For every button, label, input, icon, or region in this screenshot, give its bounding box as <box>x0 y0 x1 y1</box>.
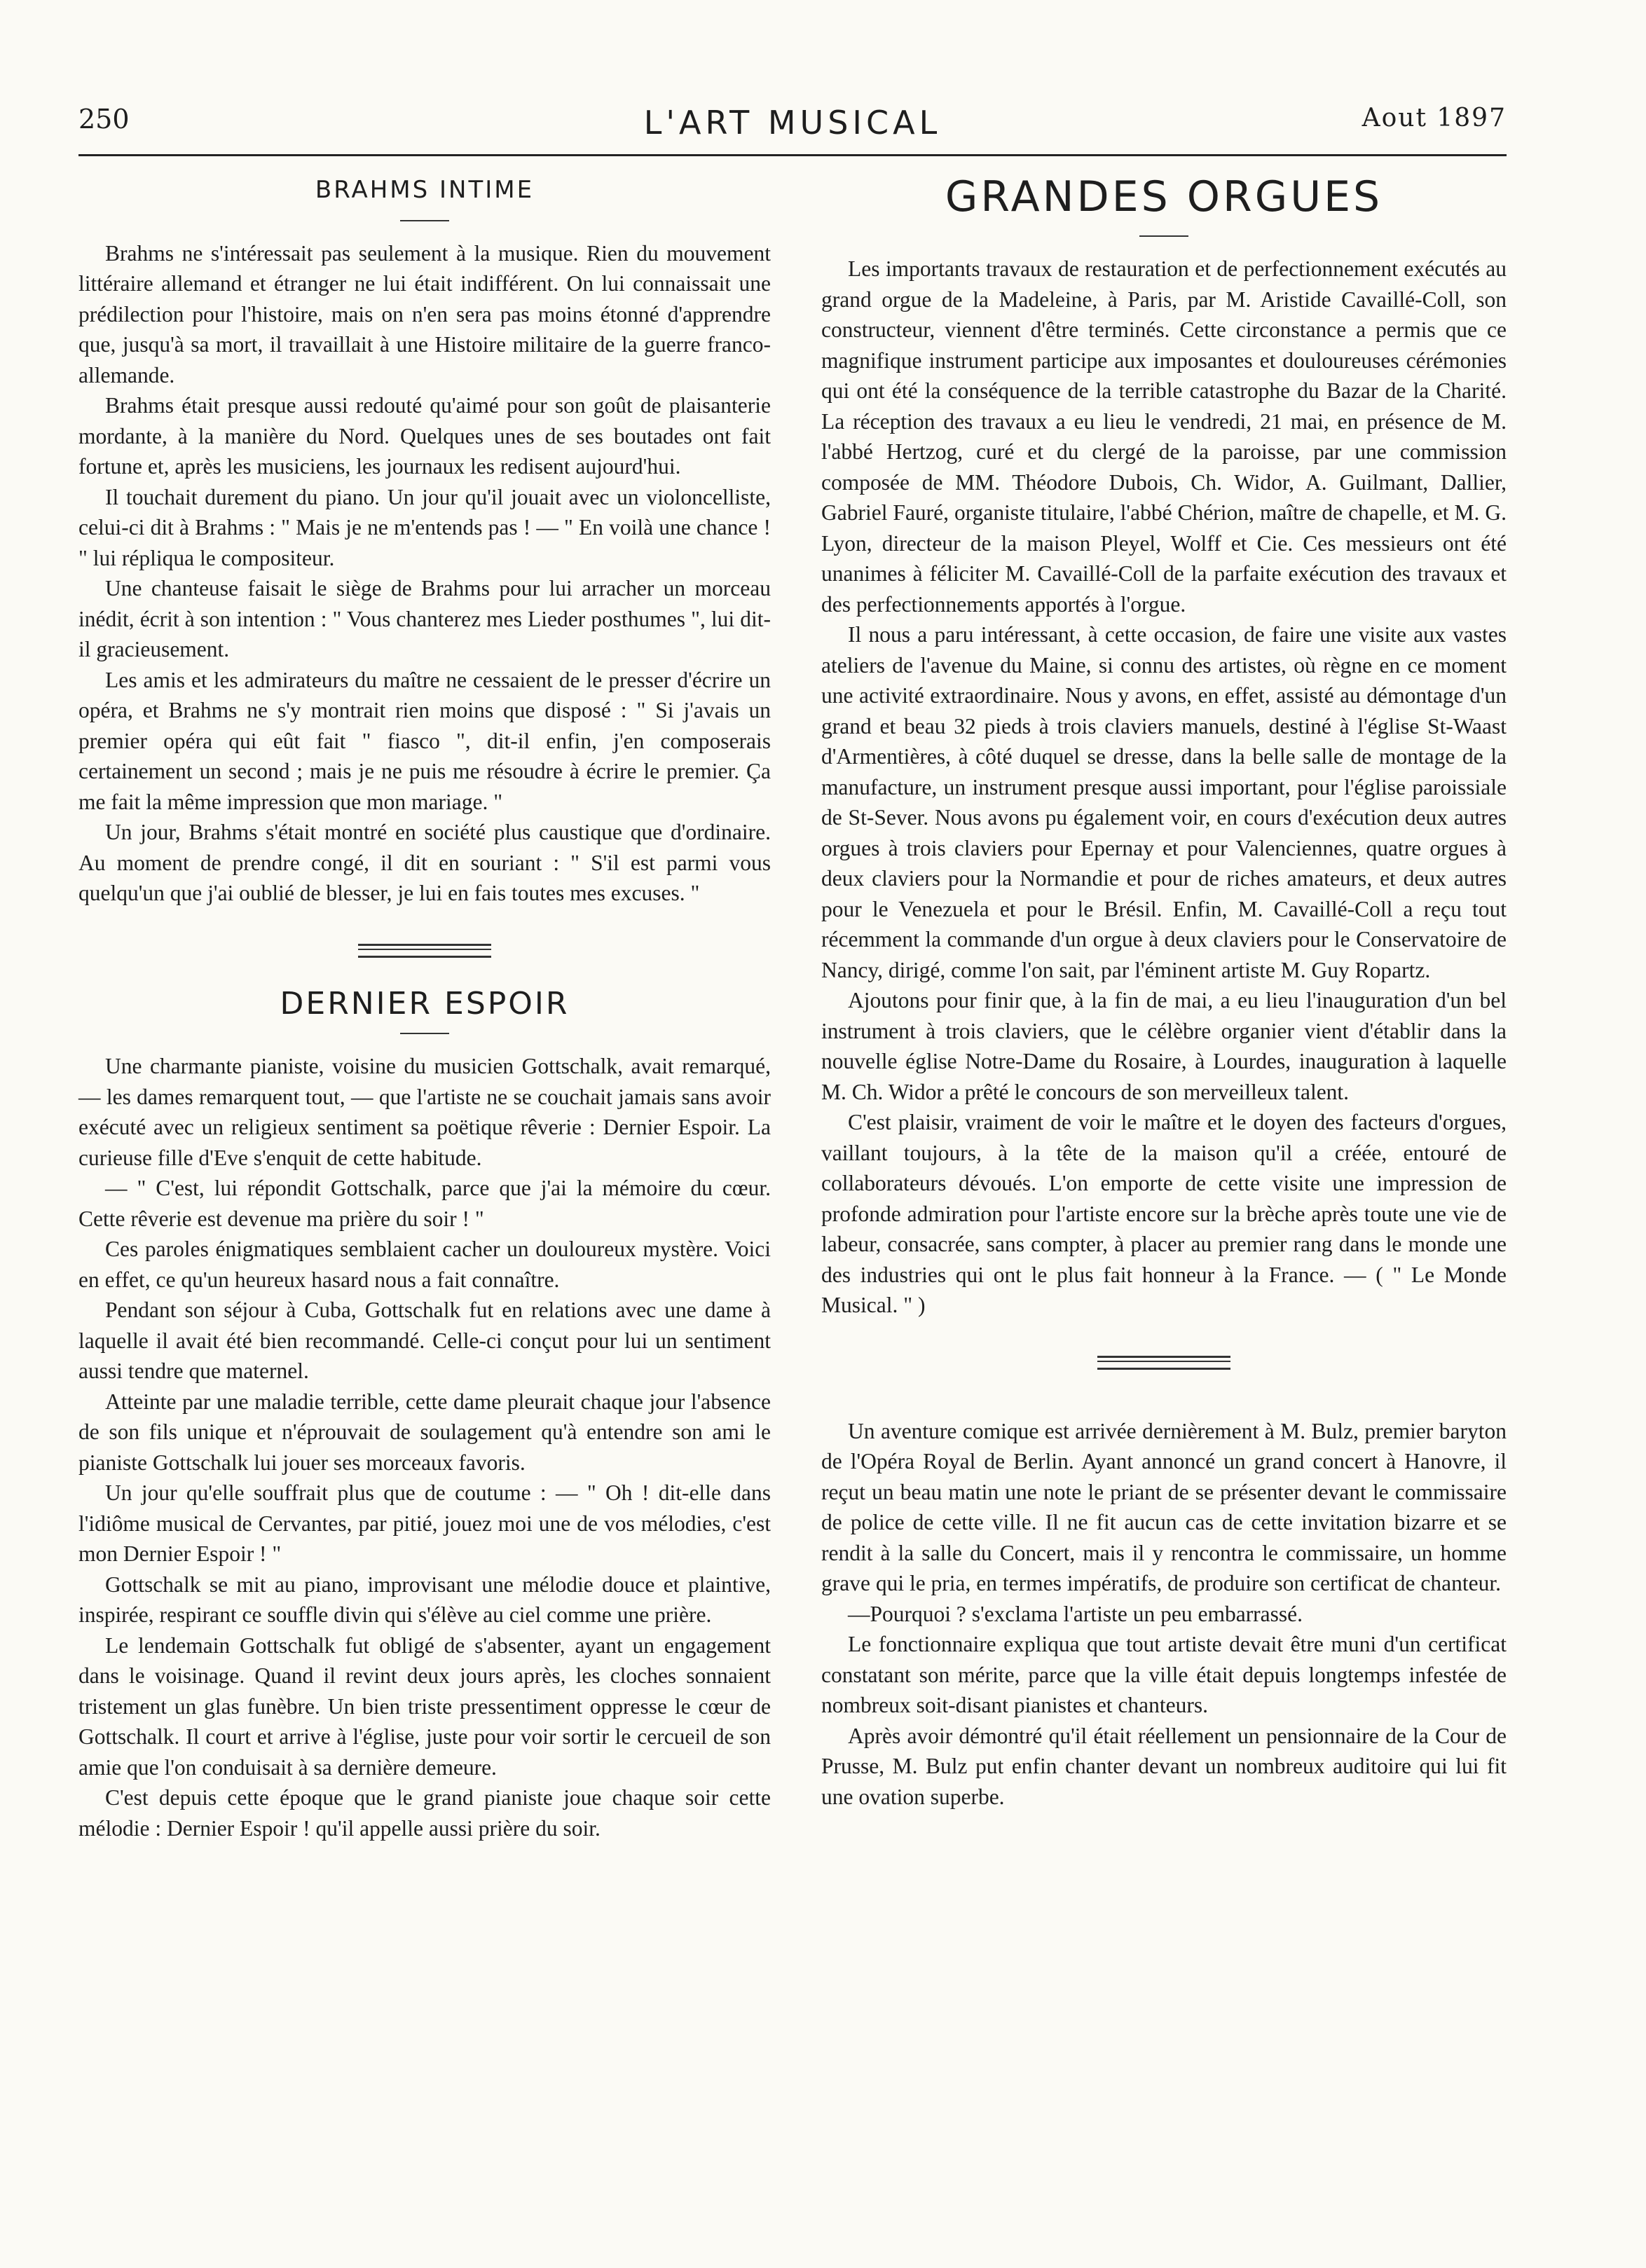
paragraph: Après avoir démontré qu'il était réellement un pensionnaire de la Cour de Prusse, M. Bulz put enfin chanter devant un nombreux auditoire qui lui fit une ovation superbe. <box>821 1723 1507 1809</box>
page-number: 250 <box>78 104 130 135</box>
paragraph: Les amis et les admirateurs du maître ne cessaient de le presser d'écrire un opéra, et Brahms ne s'y montrait rien moins que disposé : " Si j'avais un premier opéra qui eût fait " fiasco ", dit-il enfin, j'en composerais certainement un second ; mais je ne puis me résoudre à écrire le premier. Ça me fait la même impression que mon mariage. " <box>78 667 771 814</box>
paragraph: Brahms ne s'intéressait pas seulement à la musique. Rien du mouvement littéraire allemand et étranger ne lui était indifférent. On lui connaissait une prédilection pour l'histoire, mais on n'en sera pas moins étonné d'apprendre que, jusqu'à sa mort, il travaillait à une Histoire militaire de la guerre franco-allemande. <box>78 240 771 387</box>
section-separator <box>358 944 491 958</box>
paragraph: Une chanteuse faisait le siège de Brahms pour lui arracher un morceau inédit, écrit à son intention : " Vous chanterez mes Lieder posthumes ", lui dit-il gracieusement. <box>78 576 771 661</box>
paragraph: C'est plaisir, vraiment de voir le maître et le doyen des facteurs d'orgues, vaillant toujours, à la tête de la maison qu'il a créée, entouré de collaborateurs dévoués. L'on emporte de cette visite une impression de profonde admiration pour l'artiste encore sur la brèche après toute une vie de labeur, consacrée, sans compter, à placer au premier rang dans le monde une des industries qui ont le plus fait honneur à la France. — ( " Le Monde Musical. " ) <box>821 1110 1507 1317</box>
brahms-title: BRAHMS INTIME <box>315 176 535 204</box>
paragraph: Les importants travaux de restauration et de perfectionnement exécutés au grand orgue de la Madeleine, à Paris, par M. Aristide Cavaillé-Coll, son constructeur, viennent d'être terminés. Cette circonstance a permis que ce magnifique instrument participe aux imposantes et douloureuses cérémonies qui ont été la conséquence de la terrible catastrophe du Bazar de la Charité. La réception des travaux a eu lieu le vendredi, 21 mai, en présence de M. l'abbé Hertzog, curé et du clergé de la paroisse, par une commission composée de MM. Théodore Dubois, Ch. Widor, A. Guilmant, Dallier, Gabriel Fauré, organiste titulaire, l'abbé Chérion, maître de chapelle, et M. G. Lyon, directeur de la maison Pleyel, Wolff et Cie. Ces messieurs ont été unanimes à féliciter M. Cavaillé-Coll de la parfaite exécution des travaux et des perfectionnements apportés à l'orgue. <box>821 256 1507 617</box>
paragraph: Pendant son séjour à Cuba, Gottschalk fut en relations avec une dame à laquelle il avait été bien recommandé. Celle-ci conçut pour lui un sentiment aussi tendre que maternel. <box>78 1298 771 1383</box>
title-rule <box>400 220 449 221</box>
paragraph: Une charmante pianiste, voisine du musicien Gottschalk, avait remarqué, — les dames remarquent tout, — que l'artiste ne se couchait jamais sans avoir exécuté avec un religieux sentiment sa poëtique rêverie : Dernier Espoir. La curieuse fille d'Eve s'enquit de cette habitude. <box>78 1054 771 1170</box>
header-rule <box>78 154 1507 156</box>
grandes-orgues-title: GRANDES ORGUES <box>945 172 1383 221</box>
paragraph: — " C'est, lui répondit Gottschalk, parce que j'ai la mémoire du cœur. Cette rêverie est devenue ma prière du soir ! " <box>78 1176 771 1231</box>
dernier-espoir-article <box>78 1051 771 1843</box>
title-rule <box>400 1033 449 1034</box>
paragraph: Un aventure comique est arrivée dernièrement à M. Bulz, premier baryton de l'Opéra Royal de Berlin. Ayant annoncé un grand concert à Hanovre, il reçut un beau matin une note le priant de se présenter devant le commissaire de police de cette ville. Il ne fit aucun cas de cette invitation bizarre et se rendit à la salle du Concert, mais il y rencontra le commissaire, un homme grave qui le pria, en termes impératifs, de produire son certificat de chanteur. <box>821 1418 1507 1595</box>
paragraph: Un jour qu'elle souffrait plus que de coutume : — " Oh ! dit-elle dans l'idiôme musical de Cervantes, par pitié, jouez moi une de vos mélodies, c'est mon Dernier Espoir ! " <box>78 1480 771 1566</box>
page-header <box>78 104 1507 146</box>
paragraph: —Pourquoi ? s'exclama l'artiste un peu embarrassé. <box>848 1601 1303 1626</box>
paragraph: Un jour, Brahms s'était montré en société plus caustique que d'ordinaire. Au moment de prendre congé, il dit en souriant : " S'il est parmi vous quelqu'un que j'ai oublié de blesser, je lui en fais toutes mes excuses. " <box>78 820 771 905</box>
grandes-orgues-article <box>821 254 1507 1321</box>
paragraph: C'est depuis cette époque que le grand pianiste joue chaque soir cette mélodie : Dernier Espoir ! qu'il appelle aussi prière du soir. <box>78 1785 771 1841</box>
paragraph: Le lendemain Gottschalk fut obligé de s'absenter, ayant un engagement dans le voisinage. Quand il revint deux jours après, les cloches sonnaient tristement un glas funèbre. Un bien triste pressentiment oppresse le cœur de Gottschalk. Il court et arrive à l'église, juste pour voir sortir le cercueil de son amie que l'on conduisait à sa dernière demeure. <box>78 1633 771 1780</box>
dernier-espoir-title: DERNIER ESPOIR <box>280 985 570 1022</box>
paragraph: Atteinte par une maladie terrible, cette dame pleurait chaque jour l'absence de son fils unique et n'éprouvait de soulagement qu'à entendre son ami le pianiste Gottschalk lui jouer ses morceaux favoris. <box>78 1389 771 1475</box>
title-rule <box>1139 235 1188 237</box>
journal-title: L'ART MUSICAL <box>643 104 942 142</box>
left-column <box>78 172 771 1843</box>
right-column <box>821 172 1507 1812</box>
section-separator <box>1097 1356 1230 1370</box>
paragraph: Il nous a paru intéressant, à cette occasion, de faire une visite aux vastes ateliers de l'avenue du Maine, si connu des artistes, où règne en ce moment une activité extraordinaire. Nous y avons, en effet, assisté au démontage d'un grand et beau 32 pieds à trois claviers manuels, destiné à l'église St-Waast d'Armentières, à côté duquel se dresse, dans la belle salle de montage de la manufacture, un instrument presque aussi important, pour l'église paroissiale de St-Sever. Nous avons pu également voir, en cours d'exécution deux autres orgues à trois claviers pour Epernay et pour Valenciennes, quatre orgues à deux claviers pour la Normandie et pour de riches amateurs, et deux autres pour le Venezuela et pour le Brésil. Enfin, M. Cavaillé-Coll a reçu tout récemment la commande d'un orgue à deux claviers pour le Conservatoire de Nancy, dirigé, comme l'on sait, par l'éminent artiste M. Guy Ropartz. <box>821 622 1507 982</box>
paragraph: Gottschalk se mit au piano, improvisant une mélodie douce et plaintive, inspirée, respirant ce souffle divin qui s'élève au ciel comme une prière. <box>78 1572 771 1627</box>
paragraph: Ces paroles énigmatiques semblaient cacher un douloureux mystère. Voici en effet, ce qu'un heureux hasard nous a fait connaître. <box>78 1237 771 1292</box>
bulz-article <box>821 1416 1507 1813</box>
paragraph: Il touchait durement du piano. Un jour qu'il jouait avec un violoncelliste, celui-ci dit à Brahms : " Mais je ne m'entends pas ! — " En voilà une chance ! " lui répliqua le compositeur. <box>78 484 771 570</box>
brahms-article <box>78 238 771 909</box>
paragraph: Le fonctionnaire expliqua que tout artiste devait être muni d'un certificat constatant son mérite, parce que la ville était depuis longtemps infestée de nombreux soit-disant pianistes et chanteurs. <box>821 1632 1507 1717</box>
paragraph: Brahms était presque aussi redouté qu'aimé pour son goût de plaisanterie mordante, à la manière du Nord. Quelques unes de ses boutades ont fait fortune et, après les musiciens, les journaux les redisent aujourd'hui. <box>78 393 771 479</box>
issue-date: Aout 1897 <box>1362 104 1507 132</box>
paragraph: Ajoutons pour finir que, à la fin de mai, a eu lieu l'inauguration d'un bel instrument à trois claviers, que le célèbre organier vient d'établir dans la nouvelle église Notre-Dame du Rosaire, à Lourdes, inauguration à laquelle M. Ch. Widor a prêté le concours de son merveilleux talent. <box>821 988 1507 1104</box>
